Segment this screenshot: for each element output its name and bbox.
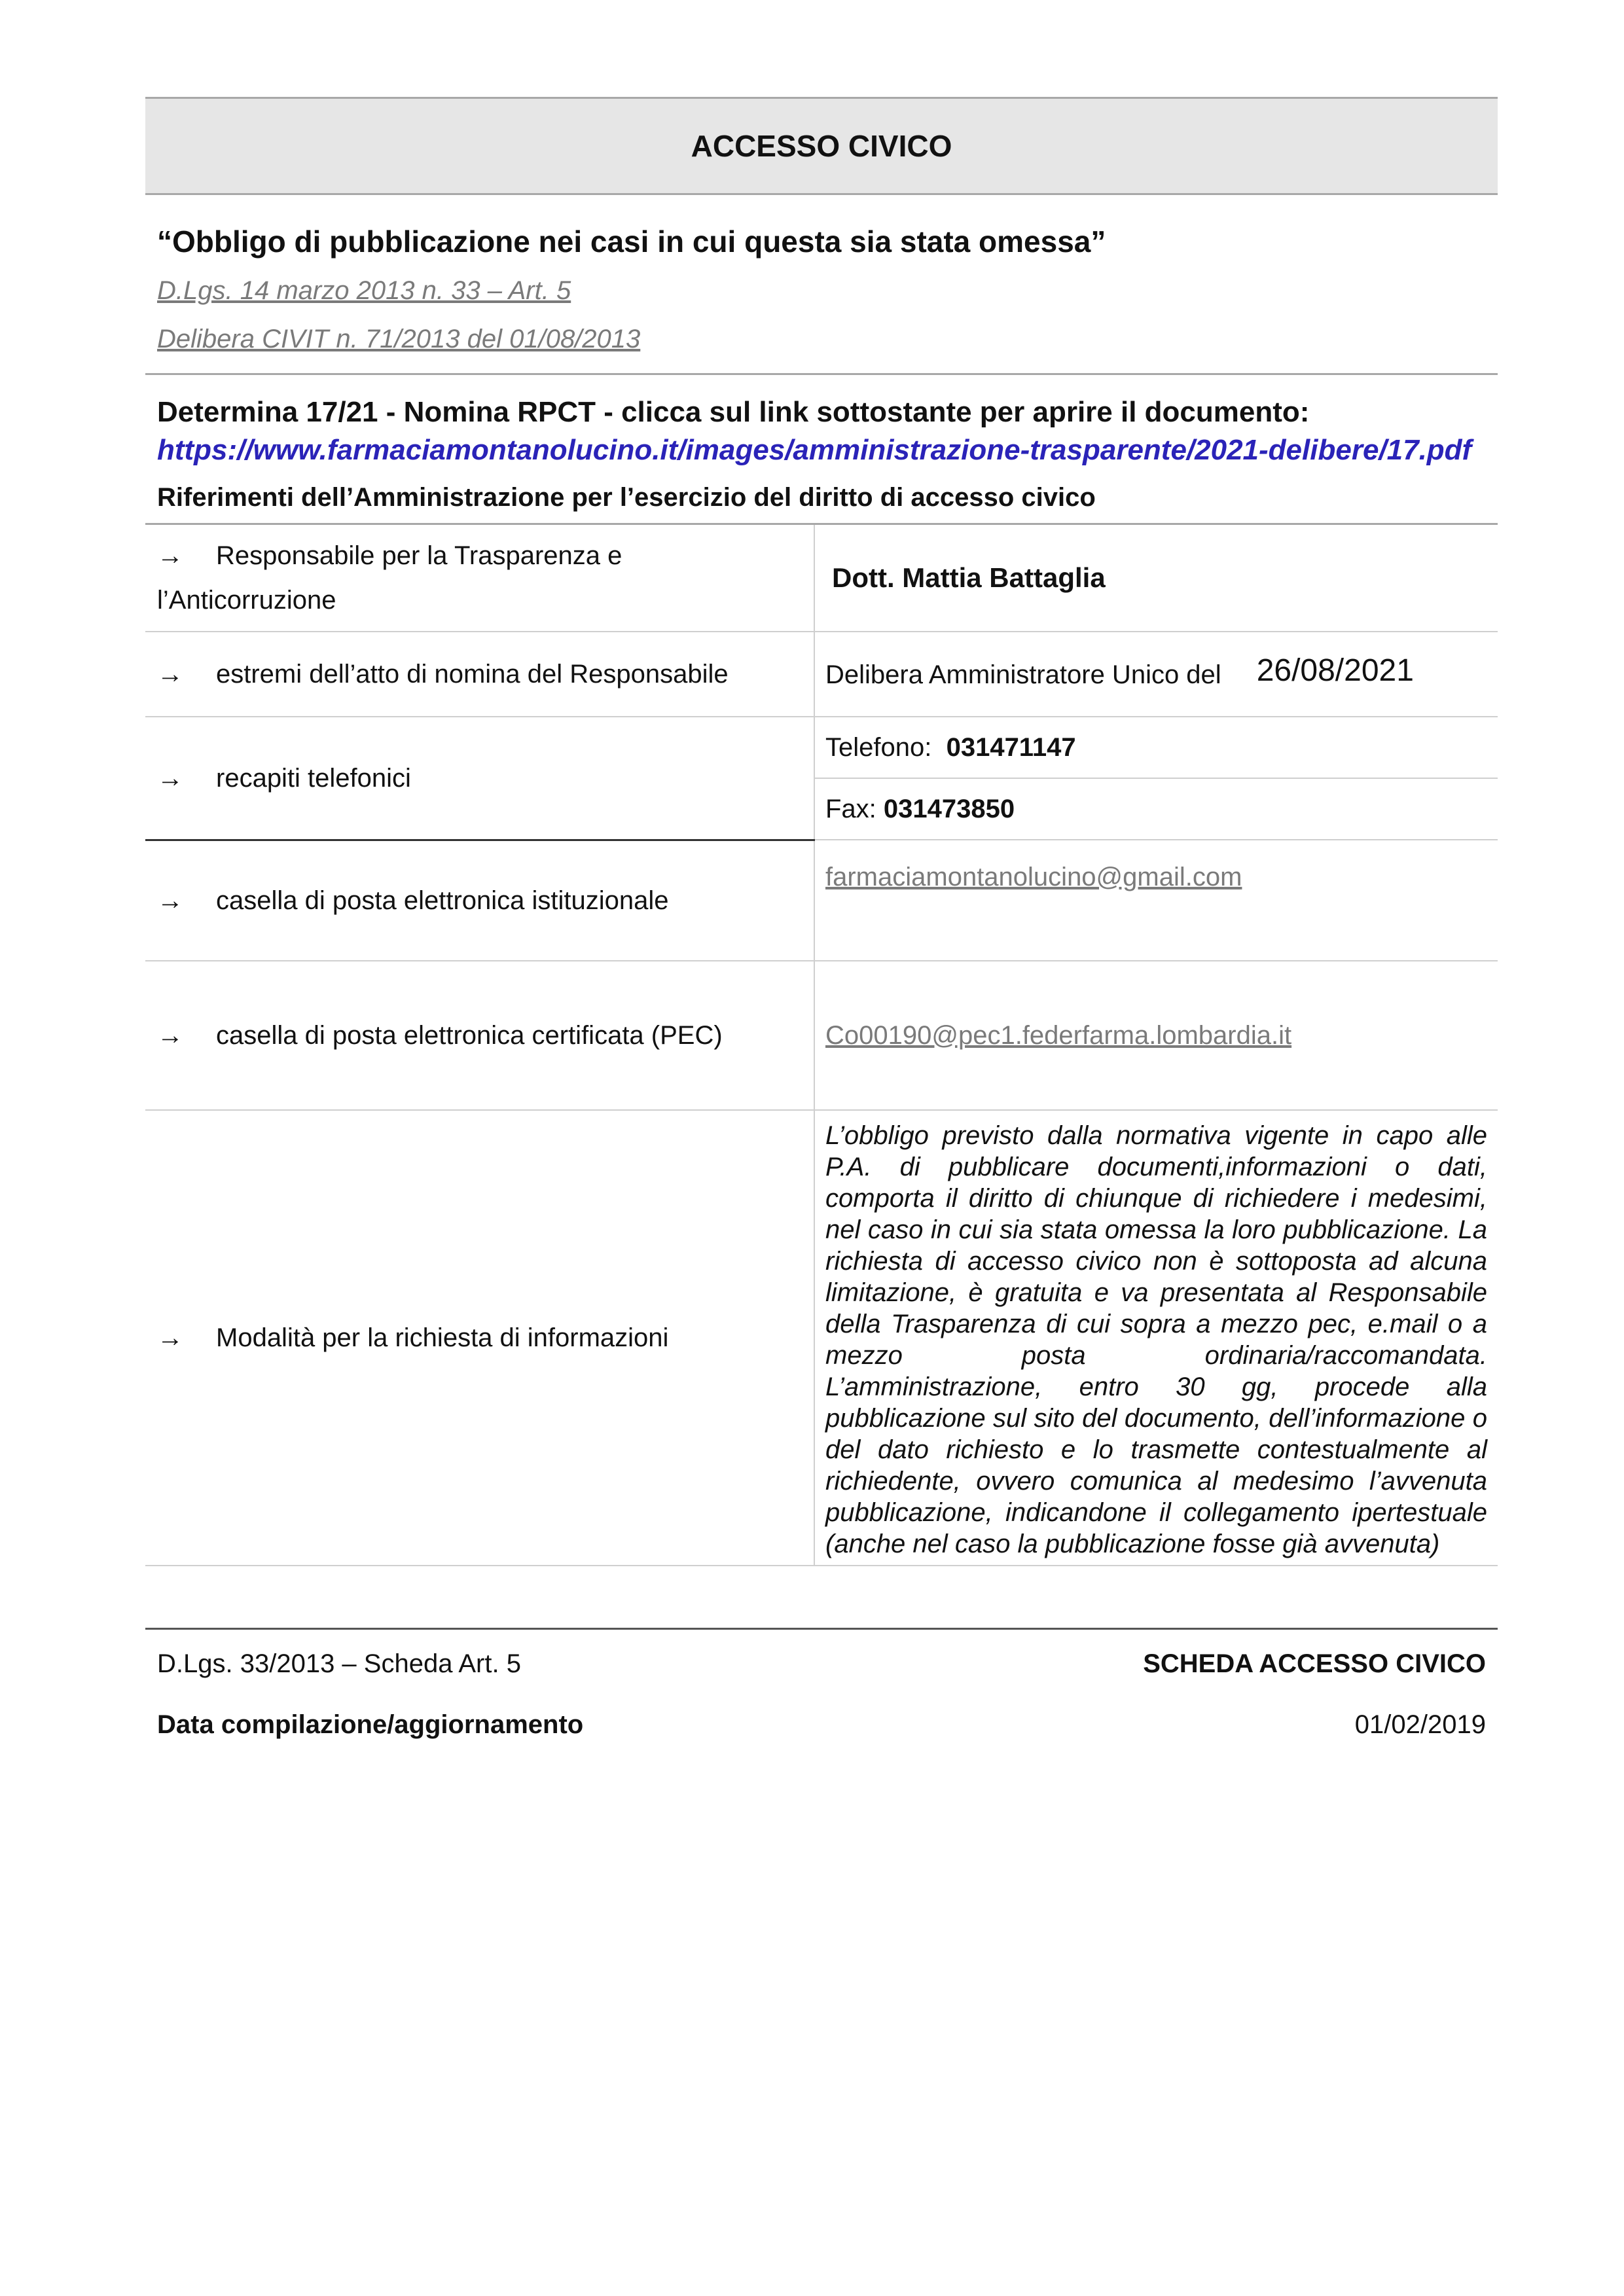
phone-label: Telefono: — [825, 733, 932, 762]
email-link[interactable]: farmaciamontanolucino@gmail.com — [825, 863, 1242, 891]
table-row-modalita — [145, 1110, 1498, 1566]
arrow-icon: → — [157, 1323, 183, 1352]
row-label-cell — [145, 961, 814, 1110]
accesso-civico-table — [145, 525, 1498, 1566]
label-responsabile-line1: Responsabile per la Trasparenza e — [216, 541, 623, 570]
row-label-cell — [145, 525, 814, 632]
fax-number: 031473850 — [883, 795, 1015, 823]
table-row-nomina — [145, 632, 1498, 717]
arrow-icon: → — [157, 541, 183, 570]
label-nomina: estremi dell’atto di nomina del Responsabile — [216, 660, 729, 689]
row-label-cell — [145, 632, 814, 717]
label-recapiti: recapiti telefonici — [216, 763, 411, 793]
footer-row — [145, 1710, 1498, 1740]
divider — [145, 373, 1498, 375]
row-value-cell — [814, 632, 1498, 717]
table-row-responsabile — [145, 525, 1498, 632]
label-pec: casella di posta elettronica certificata (PEC) — [216, 1020, 723, 1050]
footer-divider — [145, 1628, 1498, 1630]
responsabile-name: Dott. Mattia Battaglia — [832, 562, 1106, 593]
determina-text: Determina 17/21 - Nomina RPCT - clicca sul link sottostante per aprire il documento: — [157, 396, 1310, 428]
label-email: casella di posta elettronica istituzionale — [216, 886, 669, 915]
row-value-cell — [814, 525, 1498, 632]
document-page — [145, 97, 1498, 1740]
label-modalita: Modalità per la richiesta di informazioni — [216, 1323, 669, 1352]
page-title: ACCESSO CIVICO — [691, 129, 952, 163]
arrow-icon: → — [157, 660, 183, 689]
riferimenti-heading: Riferimenti dell’Amministrazione per l’esercizio del diritto di accesso civico — [157, 483, 1096, 512]
label-responsabile-line2: l’Anticorruzione — [157, 586, 336, 615]
determina-pdf-link[interactable]: https://www.farmaciamontanolucino.it/images/amministrazione-trasparente/2021-delibere/17.pdf — [157, 434, 1472, 466]
subtitle: “Obbligo di pubblicazione nei casi in cui questa sia stata omessa” — [157, 224, 1106, 259]
nomina-date: 26/08/2021 — [1256, 653, 1414, 688]
arrow-icon: → — [157, 1020, 183, 1050]
table-row-telefono — [145, 717, 1498, 778]
footer-law-reference: D.Lgs. 33/2013 – Scheda Art. 5 — [157, 1649, 521, 1678]
fax-label: Fax: — [825, 795, 876, 823]
modalita-text: L’obbligo previsto dalla normativa vigente in capo alle P.A. di pubblicare documenti,informazioni o dati, comporta il diritto di chiunque di richiedere i medesimi, nel caso in cui sia stata omessa la loro pubblicazione. La richiesta di accesso civico non è sottoposta ad alcuna limitazione, è gratuita e va presentata al Responsabile della Trasparenza di cui sopra a mezzo pec, e.mail o a mezzo posta ordinaria/raccomandata. L’amministrazione, entro 30 gg, procede alla pubblicazione sul sito del documento, dell’informazione o del dato richiesto e lo trasmette contestualmente al richiedente, ovvero comunica al medesimo l’avvenuta pubblicazione, indicandone il collegamento ipertestuale (anche nel caso la pubblicazione fosse già avvenuta) — [814, 1110, 1498, 1566]
row-value-cell — [814, 717, 1498, 778]
reference-civit-link[interactable]: Delibera CIVIT n. 71/2013 del 01/08/2013 — [157, 325, 641, 353]
reference-dlgs-link[interactable]: D.Lgs. 14 marzo 2013 n. 33 – Art. 5 — [157, 276, 571, 305]
footer-date-value: 01/02/2019 — [1354, 1710, 1486, 1739]
pec-link[interactable]: Co00190@pec1.federfarma.lombardia.it — [825, 1020, 1292, 1050]
footer-row — [145, 1649, 1498, 1679]
row-label-cell — [145, 1110, 814, 1566]
row-label-cell — [145, 840, 814, 961]
nomina-delibera: Delibera Amministratore Unico del — [825, 660, 1221, 689]
phone-number: 031471147 — [946, 733, 1076, 762]
footer-scheda-title: SCHEDA ACCESSO CIVICO — [1143, 1649, 1486, 1678]
row-label-cell — [145, 717, 814, 840]
row-value-cell — [814, 961, 1498, 1110]
table-row-email — [145, 840, 1498, 961]
footer-date-label: Data compilazione/aggiornamento — [157, 1710, 584, 1739]
row-value-cell — [814, 840, 1498, 961]
title-band — [145, 97, 1498, 195]
arrow-icon: → — [157, 886, 183, 915]
arrow-icon: → — [157, 763, 183, 793]
table-row-pec — [145, 961, 1498, 1110]
row-value-cell — [814, 778, 1498, 840]
determina-block — [145, 393, 1498, 469]
